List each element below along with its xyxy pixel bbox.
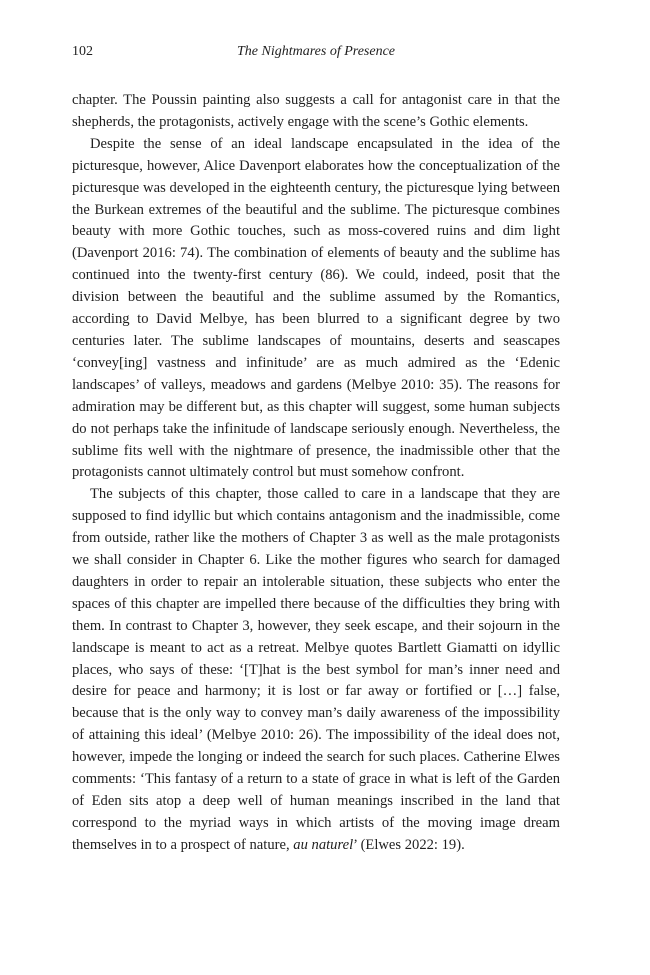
running-title: The Nightmares of Presence [237,44,395,59]
page-number: 102 [72,44,93,59]
italic-phrase: au naturel [293,836,354,853]
page-header [72,44,560,66]
body-text [72,90,560,857]
paragraph-1: chapter. The Poussin painting also suggests a call for antagonist care in that the shepherds, the protagonists, actively engage with the scene’s Gothic elements. [72,92,560,130]
paragraph-3 [72,484,560,856]
paragraph-3-text-before: The subjects of this chapter, those called to care in a landscape that they are supposed to find idyllic but which contains antagonism and the inadmissible, come from outside, rather like the mothers of Chapter 3 as well as the male protagonists we shall consider in Chapter 6. Like the mother figures who search for damaged daughters in order to repair an intolerable situation, these subjects who enter the spaces of this chapter are impelled there because of the difficulties they bring with them. In contrast to Chapter 3, however, they seek escape, and their sojourn in the landscape is meant to act as a retreat. Melbye quotes Bartlett Giamatti on idyllic places, who says of these: ‘[T]hat is the best symbol for man’s inner need and desire for peace and harmony; it is lost or far away or fortified or […] false, because that is the only way to convey man’s daily awareness of the impossibility of attaining this ideal’ (Melbye 2010: 26). The impossibility of the ideal does not, however, impede the longing or indeed the search for such places. Catherine Elwes comments: ‘This fantasy of a return to a state of grace in what is left of the Garden of Eden sits atop a deep well of human meanings inscribed in the land that correspond to the myriad ways in which artists of the moving image dream themselves in to a prospect of nature, [72,486,560,853]
paragraph-3-text-after: ’ (Elwes 2022: 19). [353,836,465,853]
paragraph-2: Despite the sense of an ideal landscape encapsulated in the idea of the picturesque, however, Alice Davenport elaborates how the conceptualization of the picturesque was developed in the eighteenth century, the picturesque lying between the Burkean extremes of the beautiful and the sublime. The picturesque combines beauty with more Gothic touches, such as moss-covered ruins and dim light (Davenport 2016: 74). The combination of elements of beauty and the sublime has continued into the twenty-first century (86). We could, indeed, posit that the division between the beautiful and the sublime assumed by the Romantics, according to David Melbye, has been blurred to a significant degree by two centuries later. The sublime landscapes of mountains, deserts and seascapes ‘convey[ing] vastness and infinitude’ are as much admired as the ‘Edenic landscapes’ of valleys, meadows and gardens (Melbye 2010: 35). The reasons for admiration may be different but, as this chapter will suggest, some human subjects do not perhaps take the infinitude of landscape seriously enough. Nevertheless, the sublime fits well with the nightmare of presence, the inadmissible other that the protagonists cannot ultimately control but must somehow confront. [72,135,560,481]
